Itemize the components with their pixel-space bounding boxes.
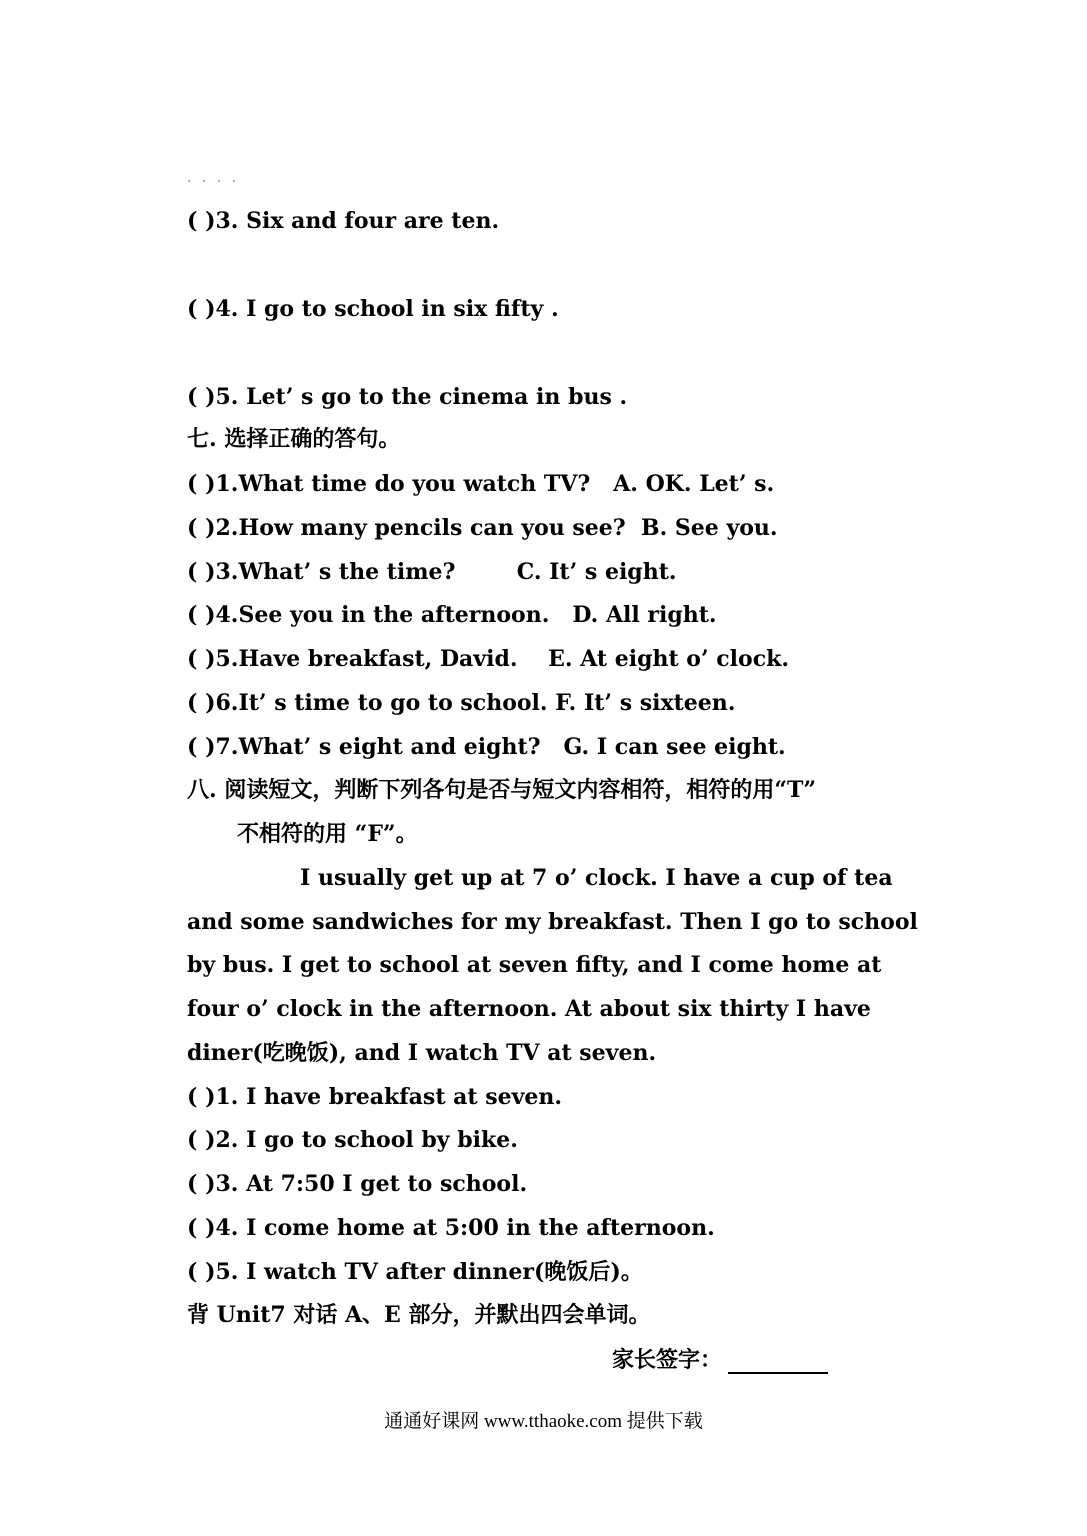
question-8-1: ( )1. I have breakfast at seven. <box>187 1084 563 1110</box>
passage-line-4: four o’ clock in the afternoon. At about six thirty I have <box>187 996 871 1022</box>
signature-label: 家长签字： <box>612 1347 723 1373</box>
parent-signature <box>612 1346 828 1374</box>
question-6-4: ( )4. I go to school in six fifty . <box>187 296 559 322</box>
dotted-mark: . . . . <box>187 170 240 186</box>
question-8-2: ( )2. I go to school by bike. <box>187 1127 518 1153</box>
footer-source: 通通好课网 www.tthaoke.com 提供下载 <box>384 1411 703 1432</box>
passage-line-5: diner(吃晚饭), and I watch TV at seven. <box>187 1040 657 1066</box>
question-7-7: ( )7.What’ s eight and eight? G. I can see eight. <box>187 734 786 760</box>
passage-line-3: by bus. I get to school at seven fifty, and I come home at <box>187 952 882 978</box>
question-7-3: ( )3.What’ s the time? C. It’ s eight. <box>187 559 677 585</box>
question-7-2: ( )2.How many pencils can you see? B. See you. <box>187 515 778 541</box>
question-8-5: ( )5. I watch TV after dinner(晚饭后)。 <box>187 1259 643 1285</box>
passage-line-2: and some sandwiches for my breakfast. Then I go to school <box>187 909 918 935</box>
passage-line-1: I usually get up at 7 o’ clock. I have a cup of tea <box>300 865 893 891</box>
question-6-3: ( )3. Six and four are ten. <box>187 208 500 234</box>
section-7-heading: 七. 选择正确的答句。 <box>187 426 401 452</box>
question-7-5: ( )5.Have breakfast, David. E. At eight o’ clock. <box>187 646 789 672</box>
question-7-6: ( )6.It’ s time to go to school. F. It’ s sixteen. <box>187 690 736 716</box>
question-8-3: ( )3. At 7:50 I get to school. <box>187 1171 528 1197</box>
question-7-1: ( )1.What time do you watch TV? A. OK. Let’ s. <box>187 471 775 497</box>
question-8-4: ( )4. I come home at 5:00 in the afternoon. <box>187 1215 715 1241</box>
question-6-5: ( )5. Let’ s go to the cinema in bus . <box>187 384 628 410</box>
homework-note: 背 Unit7 对话 A、E 部分，并默出四会单词。 <box>187 1302 651 1328</box>
signature-blank <box>728 1350 828 1374</box>
question-7-4: ( )4.See you in the afternoon. D. All right. <box>187 602 717 628</box>
section-8-heading: 八. 阅读短文，判断下列各句是否与短文内容相符，相符的用“T” <box>187 777 816 803</box>
section-8-heading-cont: 不相符的用 “F”。 <box>237 821 418 847</box>
